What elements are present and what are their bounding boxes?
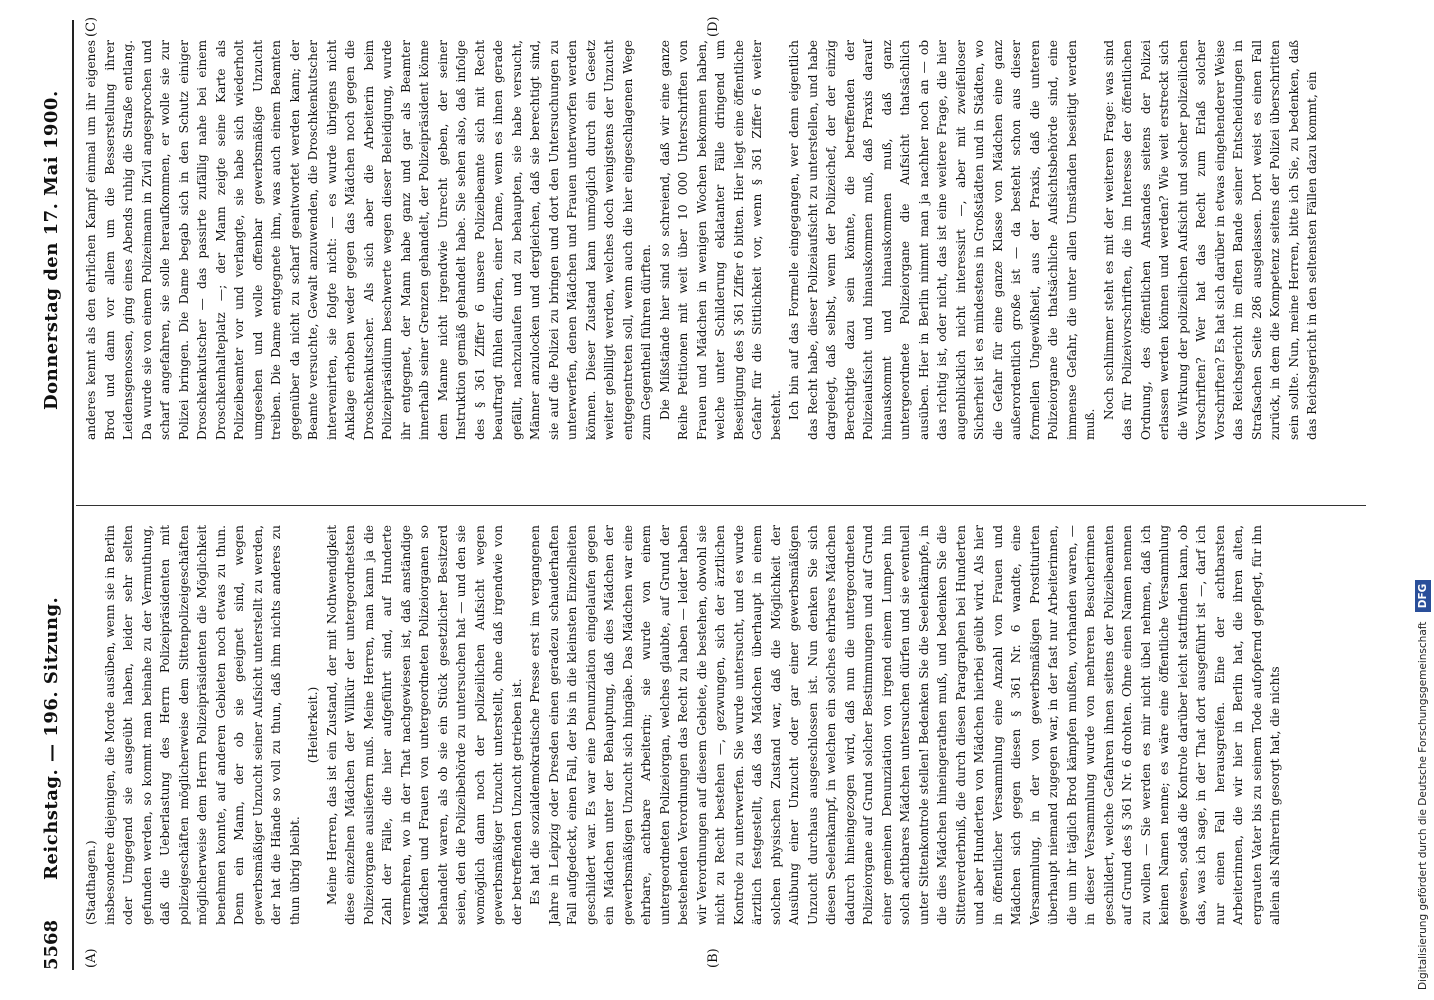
paragraph: insbesondere diejenigen, die Morde ausüben, wenn sie in Berlin oder Umgegend sie ausgeübt haben, leider sehr selten gefunden werden, so kommt man beinahe zu der Vermuthung, daß die Ueberlastung des Herrn Polizeipräsidenten mit polizeigeschäften möglicherweise dem Sittenpolizeigeschäften möglicherweise dem Herrn Polizeipräsidenten die Möglichkeit benehmen konnte, auf anderen Gebieten noch etwas zu thun. Denn ein Mann, der ob sie geeignet sind, wegen gewerbsmäßiger Unzucht seiner Aufsicht unterstellt zu werden, der hat die Hände so voll zu thun, daß ihm nichts anderes zu thun übrig bleibt. xyxy=(102,525,302,925)
paragraph: anderes kennt als den ehrlichen Kampf einmal um ihr eigenes Brod und dann vor allem um die Besserstellung ihrer Leidensgenossen, ging eines Abends ruhig die Straße entlang. Da wurde sie von einem Polizeimann in Zivil angesprochen und scharf angefahren, sie solle heraufkommen, er wolle sie zur Polizei bringen. Die Dame begab sich in den Schutz einiger Droschkenkutscher — das passirte zufällig nahe bei einem Droschkenhalteplatz —; der Mann zeigte seine Karte als Polizeibeamter vor und verlangte, sie habe sich wiederholt umgesehen und wolle offenbar gewerbsmäßige Unzucht treiben. Die Dame entgegnete ihm, was auch einem Beamten gegenüber da nicht zu scharf geantwortet werden kann; der Beamte versuchte, Gewalt anzuwenden, die Droschkenkutscher intervenirten, sie folgte nicht: — es wurde übrigens nicht Anklage erhoben weder gegen das Mädchen noch gegen die Droschkenkutscher. Als sich aber die Arbeiterin beim Polizeipräsidium beschwerte wegen dieser Beleidigung, wurde ihr entgegnet, der Mann habe ganz und gar als Beamter innerhalb seiner Grenzen gehandelt, der Polizeipräsident könne dem Manne nicht irgendwie Unrecht geben, der seiner Instruktion gemäß gehandelt habe. Sie sehen also, daß infolge des § 361 Ziffer 6 unsere Polizeibeamte sich mit Recht beauftragt fühlen dürfen, einer Dame, wenn es ihnen gerade gefällt, nachzulaufen und zu behaupten, sie habe versucht, Männer anzulocken und dergleichen, daß sie berechtigt sind, sie auf die Polizei zu bringen und dort den Untersuchungen zu unterwerfen, denen Mädchen und Frauen unterworfen werden können. Dieser Zustand kann unmöglich durch ein Gesetz weiter gebilligt werden, welches doch wenigstens der Unzucht entgegentreten soll, wenn auch die hier eingeschlagenen Wege zum Gegentheil führen dürften. xyxy=(84,40,653,440)
margin-mark-b: (B) xyxy=(706,948,721,968)
paragraph: Die Mißstände hier sind so schreiend, daß wir eine ganze Reihe Petitionen mit weit über 10 000 Unterschriften von Frauen und Mädchen in wenigen Wochen bekommen haben, welche unter Schilderung eklatanter Fälle dringend um Beseitigung des § 361 Ziffer 6 bitten. Hier liegt eine öffentliche Gefahr für die Sittlichkeit vor, wenn § 361 Ziffer 6 weiter besteht. xyxy=(657,40,783,440)
left-column xyxy=(82,525,1285,925)
digitization-watermark xyxy=(1413,10,1433,990)
header-rule xyxy=(72,20,74,970)
speaker-name: (Stadthagen.) xyxy=(84,840,98,925)
watermark-text: Digitalisierung gefördert durch die Deutsche Forschungsgemeinschaft xyxy=(1417,621,1429,990)
page-number: 5568 xyxy=(41,919,62,970)
margin-mark-a: (A) xyxy=(84,948,99,968)
header-left-title: Reichstag. — 196. Sitzung. xyxy=(41,596,62,880)
paragraph: Meine Herren, das ist ein Zustand, der mit Nothwendigkeit diese einzelnen Mädchen der Willkür der untergeordnetsten Polizeiorgane ausliefern muß. Meine Herren, man kann ja die Zahl der Fälle, die hier aufgeführt sind, auf Hunderte vermehren, wo in der That nachgewiesen ist, daß anständige Mädchen und Frauen von untergeordneten Polizeiorganen so behandelt waren, als ob sie ein Stück gesetzlicher Besitzerd seien, den die Polizeibehörde zu untersuchen hat — und den sie womöglich dann noch der polizeilichen Aufsicht wegen gewerbsmäßiger Unzucht unterstellt, ohne daß irgendwie von der betreffenden Unzucht getrieben ist. xyxy=(324,525,524,925)
paragraph: Noch schlimmer steht es mit der weiteren Frage: was sind das für Polizeivorschriften, die im Interesse der öffentlichen Ordnung, des öffentlichen Anstandes seitens der Polizei erlassen werden können und werden? Wie weit erstreckt sich die Wirkung der polizeilichen Aufsicht und solcher polizeilichen Vorschriften? Wer hat das Recht zum Erlaß solcher Vorschriften? Es hat sich darüber in etwas eingehenderer Weise das Reichsgericht im elften Bande seiner Entscheidungen in Strafsachen Seite 286 ausgelassen. Dort weist es einen Fall zurück, in dem die Kompetenz seitens der Polizei überschritten sein sollte. Nun, meine Herren, bitte ich Sie, zu bedenken, daß das Reichsgericht in den seltensten Fällen dazu kommt, ein xyxy=(1101,40,1319,440)
margin-mark-c: (C) xyxy=(84,16,99,37)
right-column xyxy=(82,40,1322,440)
paragraph: Es hat die sozialdemokratische Presse erst im vergangenen Jahre in Leipzig oder Dresden einen geradezu schauderhaften Fall aufgedeckt, einen Fall, der bis in die kleinsten Einzelheiten geschildert war. Es war eine Denunziation eingelaufen gegen ein Mädchen unter der Behauptung, daß dies Mädchen der gewerbsmäßigen Unzucht sich hingäbe. Das Mädchen war eine ehrbare, achtbare Arbeiterin; sie wurde von einem untergeordneten Polizeiorgan, welches glaubte, auf Grund der bestehenden Verordnungen das Recht zu haben — leider haben wir Verordnungen auf diesem Gebiete, die bestehen, obwohl sie nicht zu Recht bestehen —, gezwungen, sich der ärztlichen Kontrole zu unterwerfen. Sie wurde untersucht, und es wurde ärztlich festgestellt, daß das Mädchen überhaupt in einem solchen physischen Zustand war, daß die Möglichkeit der Ausübung einer Unzucht oder gar einer gewerbsmäßigen Unzucht durchaus ausgeschlossen ist. Nun denken Sie sich diesen Seelenkampf, in welchen ein solches ehrbares Mädchen dadurch hineingezogen wird, daß nun die untergeordneten Polizeiorgane auf Grund solcher Bestimmungen und auf Grund einer gemeinen Denunziation von irgend einem Lumpen hin solch achtbares Mädchen untersuchen dürfen und sie eventuell unter Sittenkontrole stellen! Bedenken Sie die Seelenkämpfe, in die dies Mädchen hineingerathen muß, und bedenken Sie die Sittenverderbniß, die durch diesen Paragraphen bei Hunderten und aber Hunderten von Mädchen hierbei geübt wird. Als hier in öffentlicher Versammlung eine Anzahl von Frauen und Mädchen sich gegen diesen § 361 Nr. 6 wandte, eine Versammlung, in der von gewerbsmäßigen Prostituirten überhaupt niemand zugegen war, in der fast nur Arbeiterinnen, die um ihr täglich Brod kämpfen mußten, vorhanden waren, — in dieser Versammlung wurde von mehreren Besucherinnen geschildert, welche Gefahren ihnen seitens der Polizeibeamten auf Grund des § 361 Nr. 6 drohten. Ohne einen Namen nennen zu wollen — Sie werden es mir nicht übel nehmen, daß ich keinen Namen nenne; es wäre eine öffentliche Versammlung gewesen, sodaß die Kontrole darüber leicht stattfinden kann, ob das, was ich sage, in der That dort ausgeführt ist —, darf ich nur einen Fall herausgreifen. Eine der achtbarsten Arbeiterinnen, die wir hier in Berlin hat, die ihren alten, ergrauten Vater bis zu seinem Tode aufopfernd gepflegt, für ihn allein als Nährerin gesorgt hat, die nichts xyxy=(528,525,1282,925)
header-right-title: Donnerstag den 17. Mai 1900. xyxy=(41,90,62,410)
interjection: (Heiterkeit.) xyxy=(306,686,320,764)
margin-mark-d: (D) xyxy=(706,16,721,37)
running-header xyxy=(35,20,75,970)
paragraph: Ich bin auf das Formelle eingegangen, wer denn eigentlich das Recht habe, dieser Polizeiaufsicht zu unterstellen, und habe dargelegt, daß selbst, wenn der Polizeichef, der der einzig Berechtigte dazu sein könnte, die betreffenden der Polizeiaufsicht und hinauskommen muß, daß Praxis darauf hinauskommt und hinauskommen muß, daß ganz untergeordnete Polizeiorgane die Aufsicht thatsächlich ausüben. Hier in Berlin nimmt man ja nachher noch an — ob das richtig ist, oder nicht, das ist eine weitere Frage, die hier augenblicklich nicht interessirt —, aber mit zweifelloser Sicherheit ist es mindestens in Großstädten und in Städten, wo die Gefahr für eine ganze Klasse von Mädchen eine ganz außerordentlich große ist — da besteht schon aus dieser formellen Ungewißheit, aus der Praxis, daß die unteren Polizeiorgane die thatsächliche Aufsichtsbehörde sind, eine immense Gefahr, die unter allen Umständen beseitigt werden muß. xyxy=(787,40,1097,440)
dfg-logo: DFG xyxy=(1415,580,1431,613)
column-divider xyxy=(76,505,1366,506)
